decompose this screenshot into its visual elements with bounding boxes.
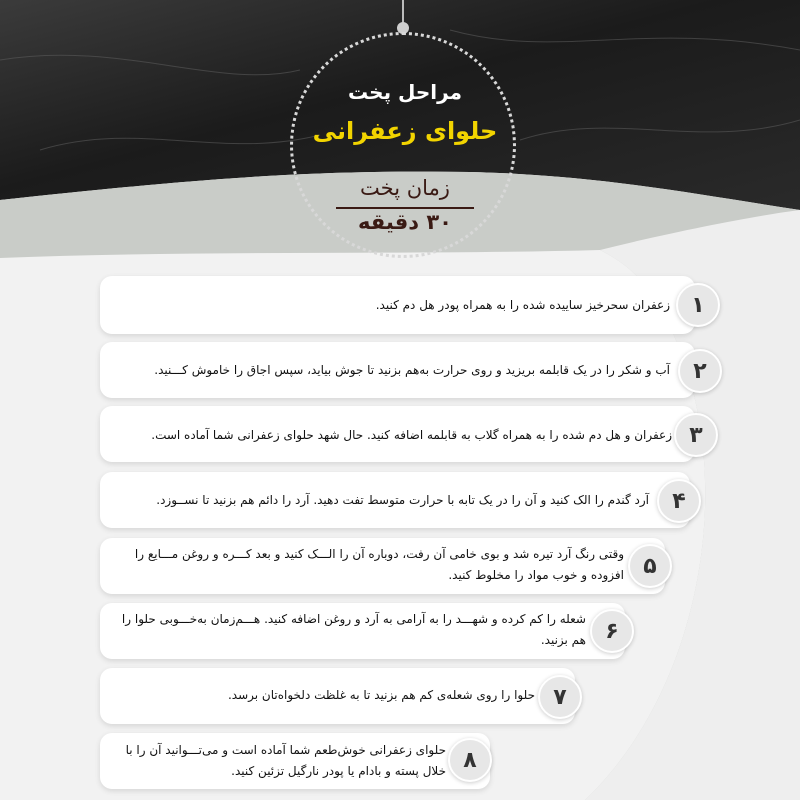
step-text-6: شعله را کم کرده و شهـــد را به آرامی به آرد و روغن اضافه کنید. هـــم‌زمان به‌خـــوبی حلوا را هم بزنید. (121, 612, 586, 647)
recipe-name: حلوای زعفرانی (312, 117, 498, 145)
step-number-8: ۸ (448, 738, 492, 782)
step-number-4: ۴ (657, 479, 701, 523)
step-number-5: ۵ (628, 544, 672, 588)
step-text-2: آب و شکر را در یک قابلمه بریزید و روی حرارت به‌هم بزنید تا جوش بیاید، سپس اجاق را خاموش کـــنید. (154, 363, 670, 377)
step-number-1: ۱ (676, 283, 720, 327)
page-title: مراحل پخت (347, 80, 462, 104)
cook-time-value: ۳۰ دقیقه (358, 210, 452, 234)
step-text-5: وقتی رنگ آرد تیره شد و بوی خامی آن رفت، دوباره آن را الـــک کنید و بعد کـــره و روغن مـــایع را افزوده و خوب مواد را مخلوط کنید. (134, 547, 624, 582)
step-text-7: حلوا را روی شعله‌ی کم هم بزنید تا به غلظت دلخواه‌تان برسد. (227, 688, 535, 702)
step-number-2: ۲ (678, 349, 722, 393)
step-number-7: ۷ (538, 675, 582, 719)
hanger-line (402, 0, 404, 24)
step-number-3: ۳ (674, 413, 718, 457)
cook-time-divider (336, 207, 474, 209)
step-text-4: آرد گندم را الک کنید و آن را در یک تابه با حرارت متوسط تفت دهید. آرد را دائم هم بزنید تا نســوزد. (156, 493, 649, 507)
step-number-6: ۶ (590, 609, 634, 653)
step-text-8: حلوای زعفرانی خوش‌طعم شما آماده است و می‌تـــوانید آن را با خلال پسته و بادام یا پودر نارگیل تزئین کنید. (125, 743, 446, 778)
step-text-3: زعفران و هل دم شده را به همراه گلاب به قابلمه اضافه کنید. حال شهد حلوای زعفرانی شما آماده است. (151, 428, 672, 442)
step-text-1: زعفران سحرخیز ساییده شده را به همراه پودر هل دم کنید. (375, 298, 670, 312)
cook-time-label: زمان پخت (360, 176, 450, 200)
